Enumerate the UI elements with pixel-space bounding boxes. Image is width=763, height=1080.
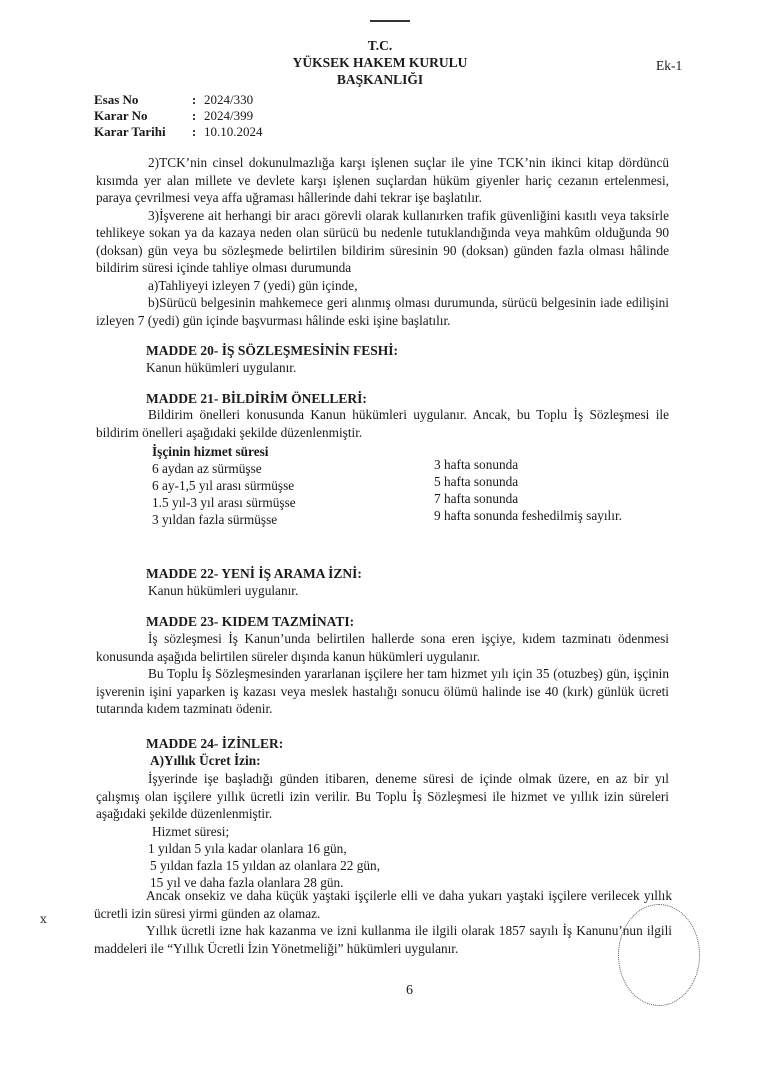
- article-21-title: MADDE 21- BİLDİRİM ÖNELLERİ:: [146, 391, 367, 406]
- meta-label: Karar No: [94, 108, 148, 123]
- official-stamp-seal: [618, 904, 700, 1006]
- leave-list-header: Hizmet süresi;: [152, 824, 230, 839]
- notice-duration: 9 hafta sonunda feshedilmiş sayılır.: [434, 508, 622, 523]
- article-24-title: MADDE 24- İZİNLER:: [146, 736, 284, 751]
- intro-item-a: a)Tahliyeyi izleyen 7 (yedi) gün içinde,: [148, 277, 358, 293]
- article-21-text-block: [96, 406, 669, 441]
- article-24-subtitle: A)Yıllık Ücret İzin:: [150, 753, 261, 768]
- article-24-paragraph-2: Ancak onsekiz ve daha küçük yaştaki işçilerle elli ve daha yukarı yaştaki işçilere verilecek yıllık ücretli izin süresi yirmi günden az olamaz.: [94, 888, 672, 921]
- meta-label: Esas No: [94, 92, 139, 107]
- notice-duration: 5 hafta sonunda: [434, 474, 519, 489]
- page-number: 6: [406, 983, 413, 998]
- article-22-text: Kanun hükümleri uygulanır.: [148, 583, 299, 598]
- meta-sep: :: [191, 124, 197, 139]
- article-23-paragraph-2: Bu Toplu İş Sözleşmesinden yararlanan işçilere her tam hizmet yılı için 35 (otuzbeş) gün, işçinin işverenin işini yaparken iş kazası veya meslek hastalığı sonucu ölümü halinde ise 40 (kırk) günlük ücreti tutarında kıdem tazminatı ödenir.: [96, 666, 669, 716]
- meta-karar: [94, 108, 253, 124]
- meta-label: Karar Tarihi: [94, 124, 166, 139]
- notice-period: 3 yıldan fazla sürmüşse: [152, 512, 278, 527]
- article-24-tail: [94, 887, 672, 957]
- article-22-title: MADDE 22- YENİ İŞ ARAMA İZNİ:: [146, 566, 362, 581]
- header-institution: YÜKSEK HAKEM KURULU: [292, 55, 468, 70]
- article-24-paragraph-3: Yıllık ücretli izne hak kazanma ve izni kullanma ile ilgili olarak 1857 sayılı İş Kanunu’nun ilgili maddeleri ile “Yıllık Ücretli İzin Yönetmeliği” hükümleri uygulanır.: [94, 923, 672, 956]
- article-20-title: MADDE 20- İŞ SÖZLEŞMESİNİN FESHİ:: [146, 343, 399, 358]
- leave-list-item: 1 yıldan 5 yıla kadar olanlara 16 gün,: [148, 841, 347, 856]
- intro-paragraph-3: 3)İşverene ait herhangi bir aracı görevli olarak kullanırken trafik güvenliğini kasıtlı veya taksirle tehlikeye sokan ya da kazaya neden olan sürücü bu nedenle tutuklandığında veya mahkûm olduğunda 90 (doksan) gün veya bu sözleşmede belirtilen bildirim süresinin 90 (doksan) günden fazla olması hâlinde bildirim süresi içinde tahliye olması durumunda: [96, 207, 669, 275]
- notice-duration: 7 hafta sonunda: [434, 491, 519, 506]
- article-23-body: [96, 630, 669, 718]
- meta-sep: :: [191, 92, 197, 107]
- leave-list-item: 15 yıl ve daha fazla olanlara 28 gün.: [150, 875, 344, 890]
- meta-sep: :: [191, 108, 197, 123]
- leave-list-item: 5 yıldan fazla 15 yıldan az olanlara 22 gün,: [150, 858, 381, 873]
- article-23-paragraph-1: İş sözleşmesi İş Kanun’unda belirtilen hallerde sona eren işçiye, kıdem tazminatı ödenmesi konusunda aşağıda belirtilen süreler dışında kanun hükümleri uygulanır.: [96, 631, 669, 664]
- notice-period: 1.5 yıl-3 yıl arası sürmüşse: [152, 495, 296, 510]
- annex-label: Ek-1: [656, 58, 683, 73]
- article-24-paragraph-1: İşyerinde işe başladığı günden itibaren, deneme süresi de içinde olmak üzere, en az bir yıl çalışmış olan işçilere yıllık ücretli izin verilir. Bu Toplu İş Sözleşmesi ile hizmet ve yıllık izin süreleri aşağıdaki şekilde düzenlenmiştir.: [96, 771, 669, 821]
- meta-value: 2024/399: [204, 108, 254, 123]
- intro-item-b: b)Sürücü belgesinin mahkemece geri alınmış olması durumunda, sürücü belgesinin iade edilişini izleyen 7 (yedi) gün içinde başvurması hâlinde eski işine başlatılır.: [96, 295, 669, 328]
- meta-value: 10.10.2024: [204, 124, 263, 139]
- meta-esas: [94, 92, 253, 108]
- article-24-body: [96, 770, 669, 823]
- notice-table-header: İşçinin hizmet süresi: [152, 444, 269, 459]
- notice-period: 6 aydan az sürmüşse: [152, 461, 262, 476]
- intro-paragraph-2: 2)TCK’nin cinsel dokunulmazlığa karşı işlenen suçlar ile yine TCK’nin ikinci kitap dördüncü kısımda yer alan millete ve devlete karşı işlenen suçlardan hüküm giyenler hariç cezanın ertelenmesi, paraya çevrilmesi veya affa uğraması hâllerinde dahi tekrar işe başlatılır.: [96, 155, 669, 205]
- meta-tarih: [94, 124, 263, 140]
- header-tc: T.C.: [367, 38, 393, 53]
- notice-duration: 3 hafta sonunda: [434, 457, 519, 472]
- top-mark: [370, 20, 410, 22]
- header-presidency: BAŞKANLIĞI: [336, 72, 424, 87]
- article-21-text: Bildirim önelleri konusunda Kanun hükümleri uygulanır. Ancak, bu Toplu İş Sözleşmesi ile bildirim önelleri aşağıdaki şekilde düzenlenmiştir.: [96, 407, 669, 440]
- article-20-text: Kanun hükümleri uygulanır.: [146, 360, 297, 375]
- article-23-title: MADDE 23- KIDEM TAZMİNATI:: [146, 614, 355, 629]
- margin-mark: ⅹ: [40, 912, 47, 926]
- intro-section: [96, 154, 669, 329]
- notice-period: 6 ay-1,5 yıl arası sürmüşse: [152, 478, 295, 493]
- meta-value: 2024/330: [204, 92, 254, 107]
